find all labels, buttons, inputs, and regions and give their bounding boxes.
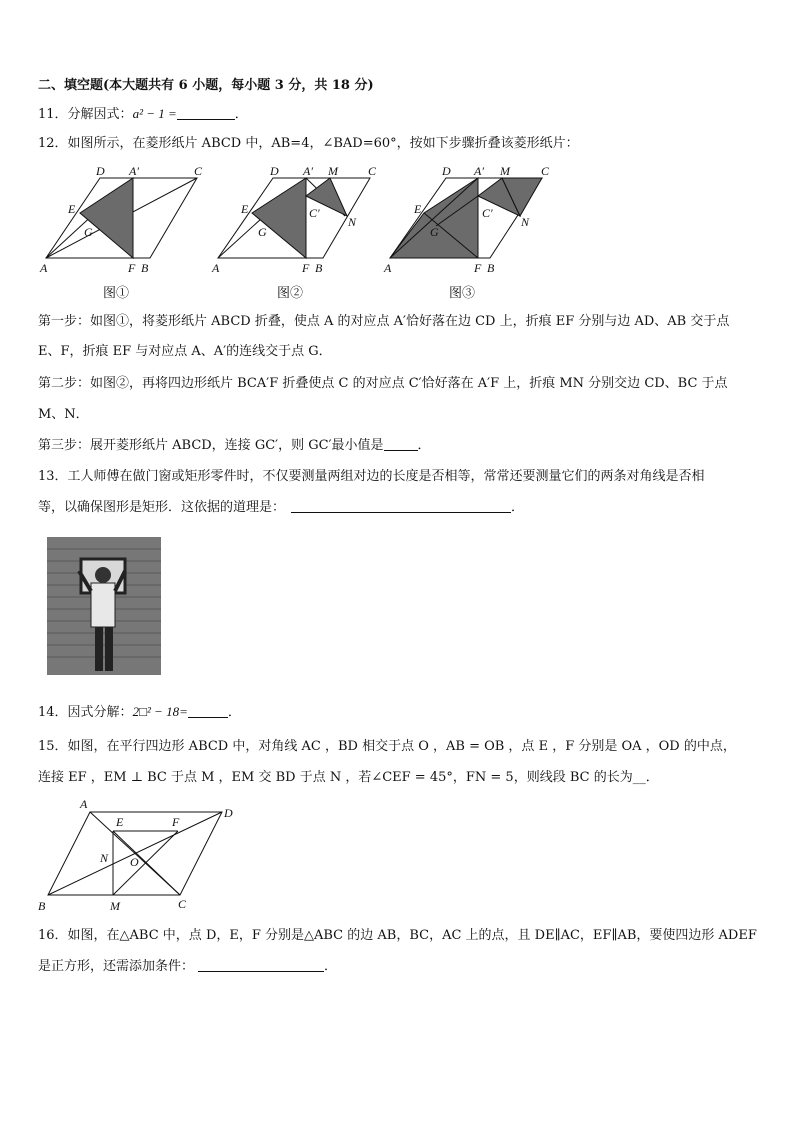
fig2-label-N: N	[348, 215, 357, 229]
fig1-label-B: B	[141, 261, 149, 275]
q16-line1-text: 如图，在△ABC 中，点 D，E，F 分别是△ABC 的边 AB，BC，AC 上的点，且 DE∥AC，EF∥AB，要使四边形 ADEF	[67, 928, 757, 943]
fig1-label-G: G	[84, 225, 93, 239]
question-16-line2	[38, 957, 337, 977]
fig3-label-E: E	[414, 202, 422, 216]
q14-answer-blank[interactable]	[188, 703, 228, 718]
q13-line2-text: 等，以确保图形是矩形．这依据的道理是：	[38, 500, 286, 515]
question-12-stem	[38, 134, 579, 154]
fig2-label-A-prime: A′	[303, 164, 313, 178]
figure-3	[383, 164, 550, 275]
q12-stem-text: 如图所示，在菱形纸片 ABCD 中，AB=4，∠BAD=60°，按如下步骤折叠该菱形纸片：	[67, 136, 579, 151]
fig2-label-D: D	[270, 164, 279, 178]
q15-figure	[0, 795, 794, 920]
fig1-label-A-prime: A′	[129, 164, 139, 178]
fig2-label-B: B	[315, 261, 323, 275]
section-title: 二、填空题(本大题共有 6 小题，每小题 3 分，共 18 分)	[38, 78, 374, 93]
question-13-line1	[38, 467, 705, 487]
fig2-label-C-prime: C′	[309, 206, 320, 220]
q12-step3-text: 第三步：展开菱形纸片 ABCD，连接 GC′，则 GC′最小值是	[38, 438, 384, 453]
fig1-label-A: A	[40, 261, 48, 275]
q14-number: 14．	[38, 705, 68, 720]
fig3-label-C: C	[541, 164, 550, 178]
fig3-label-A: A	[384, 261, 392, 275]
q15-label-N: N	[100, 851, 109, 865]
q12-step3	[38, 436, 431, 456]
q12-step2-line2: M、N．	[38, 407, 89, 422]
question-11	[38, 104, 248, 125]
question-16-line1	[38, 926, 757, 946]
caption-figure-3: 图③	[449, 286, 476, 301]
fig1-label-D: D	[96, 164, 105, 178]
fig2-label-G: G	[258, 225, 267, 239]
figure-2	[211, 164, 377, 275]
question-13-line2	[38, 498, 524, 518]
q12-step2-line1: 第二步：如图②，再将四边形纸片 BCA′F 折叠使点 C 的对应点 C′恰好落在 A′F 上，折痕 MN 分别交边 CD、BC 于点	[38, 376, 728, 391]
q14-text: 因式分解：	[67, 705, 133, 720]
fig3-label-A-prime: A′	[474, 164, 484, 178]
fig1-label-F: F	[128, 261, 136, 275]
q11-text: 分解因式：	[67, 107, 133, 122]
q13-answer-blank[interactable]	[291, 498, 511, 513]
fig1-label-E: E	[68, 202, 76, 216]
q15-label-E: E	[116, 815, 124, 829]
fig2-label-E: E	[241, 202, 249, 216]
q13-number: 13．	[38, 469, 68, 484]
caption-figure-2: 图②	[277, 286, 304, 301]
fig2-label-A: A	[212, 261, 220, 275]
fig2-label-F: F	[302, 261, 310, 275]
fig3-label-C-prime: C′	[482, 206, 493, 220]
q12-number: 12．	[38, 136, 68, 151]
q12-step1-line1: 第一步：如图①，将菱形纸片 ABCD 折叠，使点 A 的对应点 A′恰好落在边 CD 上，折痕 EF 分别与边 AD、AB 交于点	[38, 314, 730, 329]
worker-window-photo	[47, 537, 161, 675]
q16-answer-blank[interactable]	[198, 957, 324, 972]
q11-end: ．	[234, 107, 248, 122]
question-15-line1	[38, 737, 736, 757]
q11-expression: a² − 1 =	[132, 106, 177, 121]
fig3-label-N: N	[521, 215, 530, 229]
q12-step3-end: ．	[417, 438, 431, 453]
q15-number: 15．	[38, 739, 68, 754]
q15-label-A: A	[80, 797, 88, 811]
q12-answer-blank[interactable]	[384, 436, 418, 451]
caption-figure-1: 图①	[103, 286, 130, 301]
fig2-label-M: M	[328, 164, 338, 178]
q16-end: ．	[324, 959, 338, 974]
q13-line1-text: 工人师傅在做门窗或矩形零件时，不仅要测量两组对边的长度是否相等，常常还要测量它们的两条对角线是否相	[67, 469, 705, 484]
fig3-label-M: M	[500, 164, 510, 178]
figure-1	[39, 164, 203, 275]
q14-expression: 2□² − 18=	[132, 704, 188, 719]
fig3-label-F: F	[474, 261, 482, 275]
q13-end: ．	[511, 500, 525, 515]
q15-label-O: O	[130, 855, 139, 869]
question-15-line2: 连接 EF ，EM ⊥ BC 于点 M ，EM 交 BD 于点 N ，若∠CEF = 45°，FN = 5，则线段 BC 的长为__．	[38, 770, 659, 785]
q14-end: ．	[227, 705, 241, 720]
fig2-label-C: C	[368, 164, 377, 178]
question-14	[38, 702, 241, 723]
q15-label-F: F	[172, 815, 180, 829]
q15-label-M: M	[110, 899, 120, 913]
q12-figures	[0, 158, 794, 283]
q15-label-D: D	[224, 806, 233, 820]
q16-line2-text: 是正方形，还需添加条件：	[38, 959, 195, 974]
q11-answer-blank[interactable]	[177, 105, 235, 120]
q15-line1-text: 如图，在平行四边形 ABCD 中，对角线 AC ，BD 相交于点 O ，AB = OB ，点 E ，F 分别是 OA ，OD 的中点，	[67, 739, 736, 754]
fig1-label-C: C	[194, 164, 203, 178]
fig3-label-D: D	[442, 164, 451, 178]
q15-label-B: B	[38, 899, 46, 913]
q11-number: 11．	[38, 107, 68, 122]
q16-number: 16．	[38, 928, 68, 943]
fig3-label-B: B	[487, 261, 495, 275]
fig3-label-G: G	[430, 225, 439, 239]
q12-step1-line2: E、F，折痕 EF 与对应点 A、A′的连线交于点 G．	[38, 344, 332, 359]
q15-label-C: C	[178, 897, 187, 911]
